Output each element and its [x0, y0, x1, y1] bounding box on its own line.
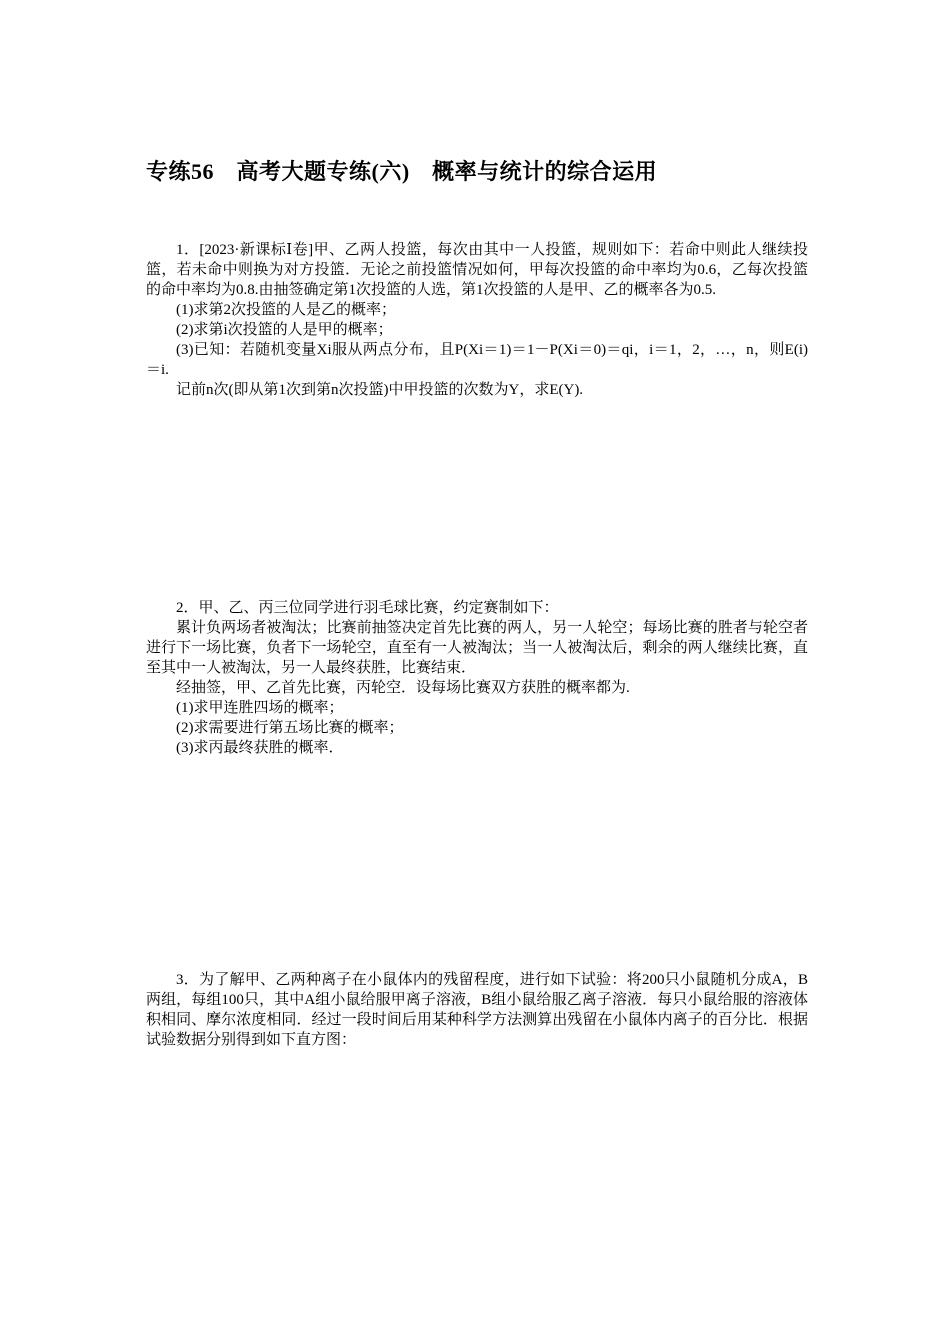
page-title: 专练56 高考大题专练(六) 概率与统计的综合运用: [146, 159, 658, 184]
problem-3-stem: 3．为了解甲、乙两种离子在小鼠体内的残留程度，进行如下试验：将200只小鼠随机分成A，B两组，每组100只，其中A组小鼠给服甲离子溶液，B组小鼠给服乙离子溶液．每只小鼠给服的溶液体积相同、摩尔浓度相同．经过一段时间后用某种科学方法测算出残留在小鼠体内离子的百分比．根据试验数据分别得到如下直方图：: [146, 972, 808, 1048]
problem-2-setup: 经抽签，甲、乙首先比赛，丙轮空．设每场比赛双方获胜的概率都为.: [176, 680, 630, 696]
problem-2-stem: 2．甲、乙、丙三位同学进行羽毛球比赛，约定赛制如下：: [176, 600, 559, 616]
problem-1-part-2: (2)求第i次投篮的人是甲的概率；: [176, 322, 393, 338]
problem-1-part-3-question: 记前n次(即从第1次到第n次投篮)中甲投篮的次数为Y，求E(Y).: [176, 382, 584, 398]
problem-1-part-1: (1)求第2次投篮的人是乙的概率；: [176, 302, 396, 318]
problem-1-part-3: (3)已知：若随机变量Xi服从两点分布，且P(Xi＝1)＝1－P(Xi＝0)＝qi，i＝1，2，…，n，则E(i)＝i.: [146, 342, 808, 378]
problem-2-rules: 累计负两场者被淘汰；比赛前抽签决定首先比赛的两人，另一人轮空；每场比赛的胜者与轮空者进行下一场比赛，负者下一场轮空，直至有一人被淘汰；当一人被淘汰后，剩余的两人继续比赛，直至其中一人被淘汰，另一人最终获胜，比赛结束．: [146, 620, 808, 676]
problem-2-part-3: (3)求丙最终获胜的概率．: [176, 740, 344, 756]
problem-2-part-1: (1)求甲连胜四场的概率；: [176, 700, 344, 716]
problem-1-stem: 1．[2023·新课标Ⅰ卷]甲、乙两人投篮，每次由其中一人投篮，规则如下：若命中则此人继续投篮，若未命中则换为对方投篮．无论之前投篮情况如何，甲每次投篮的命中率均为0.6，乙每次投篮的命中率均为0.8.由抽签确定第1次投篮的人选，第1次投篮的人是甲、乙的概率各为0.5.: [146, 242, 808, 298]
problem-3: [146, 970, 808, 1050]
problem-1: [146, 240, 808, 400]
problem-2-part-2: (2)求需要进行第五场比赛的概率；: [176, 720, 404, 736]
problem-2: [146, 598, 808, 758]
